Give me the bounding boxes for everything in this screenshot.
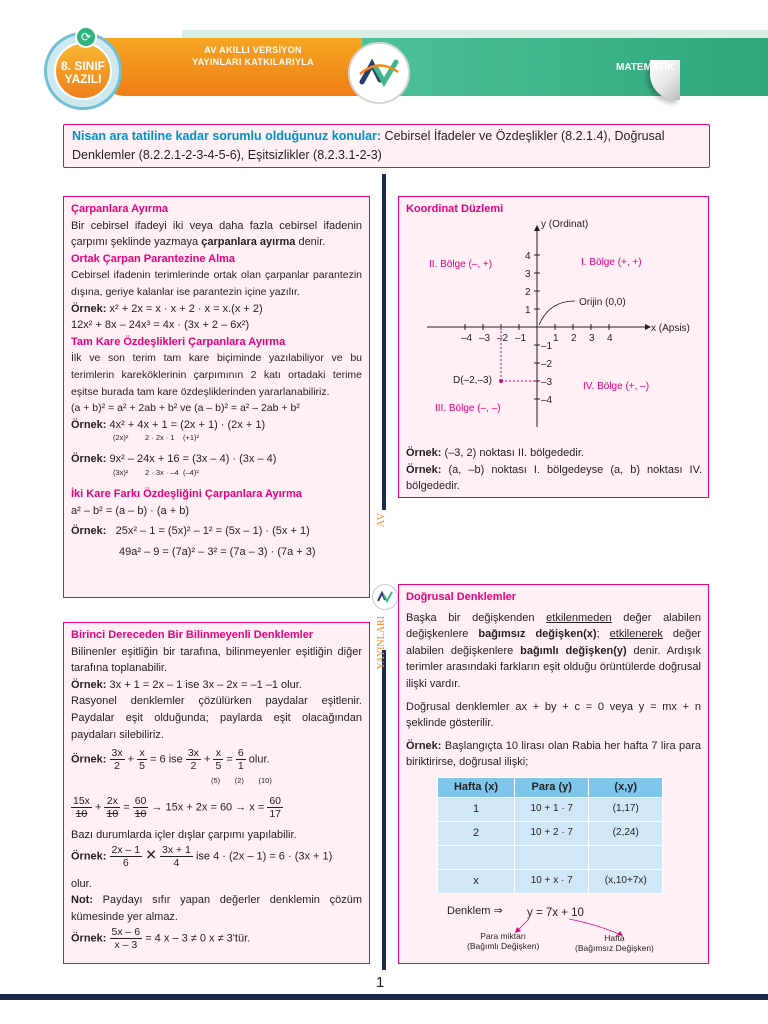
- table-cell: 10 + 2 · 7: [515, 822, 589, 846]
- example-label: Örnek:: [71, 678, 107, 691]
- cross-multiply-example: Örnek: $\frac{2x - 1}{6}$ ✕ $\frac{3x + 1}{4}$ ise 4 · (2x – 1) = 6 · (3x + 1): [71, 843, 333, 869]
- av-logo-icon: [348, 42, 410, 104]
- y-tick-label: 2: [525, 287, 531, 298]
- y-tick-label: 1: [525, 305, 531, 316]
- y-tick-label: –2: [541, 359, 553, 370]
- fraction: $\frac{60}{17}$: [269, 795, 282, 821]
- zero-denominator-example: [71, 926, 362, 956]
- x-tick-label: –4: [461, 333, 473, 344]
- example-text: x² + 2x = x · x + 2 · x = x.(x + 2): [106, 302, 263, 315]
- x-tick-label: 4: [607, 333, 613, 344]
- cleared-denominators: $\frac{15x}{10}$ + $\frac{2x}{10}$ = $\frac{60}{10}$ → 15x + 2x = 60 → x = $\frac{60}{17}$: [73, 795, 282, 821]
- coordinate-example-2: [406, 462, 702, 495]
- dependent-variable-term: bağımlı değişken(y): [520, 644, 627, 657]
- example-text: ise 4 · (2x – 1) = 6 · (3x + 1): [195, 850, 333, 863]
- linear-equations-section: [63, 622, 370, 964]
- table-cell: (x,10+7x): [589, 870, 663, 894]
- factoring-section: [63, 196, 370, 598]
- common-factor-text: Cebirsel ifadenin terimlerinde ortak olan çarpanlar parantezin dışına, geriye kalanlar ise parantezin içine yazılır.: [71, 269, 362, 298]
- fraction: $\frac{5x - 6}{x - 3}$: [111, 925, 141, 951]
- note-term-1: (2x)²: [113, 433, 129, 443]
- fraction: $\frac{x}{5}$: [139, 747, 146, 773]
- factoring-intro-text: Bir cebirsel ifadeyi iki veya daha fazla cebirsel ifadenin çarpımı şeklinde yazmaya: [71, 219, 362, 249]
- linear-eq-title: Birinci Dereceden Bir Bilinmeyenli Denklemler: [71, 629, 314, 641]
- quadrant-3-label: III. Bölge (–, –): [435, 403, 501, 414]
- topics-lead: Nisan ara tatiline kadar sorumlu olduğunuz konular:: [72, 129, 382, 143]
- equation: y = 7x + 10: [527, 907, 584, 919]
- example-label: Örnek:: [406, 463, 442, 476]
- point-d-label: D(–2,–3): [453, 375, 492, 386]
- note-term-1: (3x)²: [113, 467, 129, 477]
- x-tick-label: –3: [479, 333, 491, 344]
- grade-sublabel: YAZILI: [64, 72, 102, 86]
- linear-eq-text-2: Rasyonel denklemler çözülürken paydalar eşitlenir. Paydalar eşit olduğunda; paylarda eşit olacağından paydaları silebiliriz.: [71, 695, 362, 741]
- y-tick-label: –3: [541, 377, 553, 388]
- difference-of-squares-example-1: [71, 523, 362, 540]
- topics-list: Cebirsel İfadeler ve Özdeşlikler (8.2.1.4), Doğrusal Denklemler (8.2.2.1-2-3-4-5-6), Eşitsizlikler (8.2.3.1-2-3): [72, 129, 665, 162]
- example-label: Örnek:: [71, 753, 107, 766]
- perfect-square-text: İlk ve son terim tam kare biçiminde yazılabiliyor ve bu terimlerin kareköklerinin çarpımının 2 katı ortadaki terime eşitse burada tam kare özdeşliklerinden yararlanabiliriz.: [71, 352, 362, 398]
- clock-icon: ⟳: [75, 26, 97, 48]
- independent-variable-term: bağımsız değişken(x): [478, 628, 597, 641]
- common-factor-example-2: 12x² + 8x – 24x³ = 4x · (3x + 2 – 6x²): [71, 319, 250, 332]
- factoring-title: Çarpanlara Ayırma: [71, 203, 169, 215]
- olur-text: olur.: [71, 877, 92, 890]
- fraction: $\frac{3x + 1}{4}$: [162, 843, 191, 869]
- factoring-intro-bold: çarpanlara ayırma: [201, 236, 296, 249]
- common-factor-example-1: [71, 301, 362, 318]
- difference-of-squares-example-2: 49a² – 9 = (7a)² – 3² = (7a – 3) · (7a + 3): [119, 545, 316, 558]
- example-text: Başlangıçta 10 lirası olan Rabia her hafta 7 lira para biriktirirse, doğrusal ilişki;: [406, 739, 701, 769]
- x-tick-label: 3: [589, 333, 595, 344]
- example-text: 3x + 1 = 2x – 1 ise 3x – 2x = –1 –1 olur.: [106, 678, 302, 691]
- grade-label: 8. SINIF: [60, 59, 105, 73]
- table-cell: 10 + 1 · 7: [515, 798, 589, 822]
- table-header: Hafta (x): [438, 778, 515, 798]
- y-tick-label: –1: [541, 341, 553, 352]
- example-text: = 4 x – 3 ≠ 0 x ≠ 3'tür.: [145, 931, 251, 944]
- example-text: 4x² + 4x + 1 = (2x + 1) · (2x + 1): [106, 418, 266, 431]
- perfect-square-example-1-notes: [71, 433, 362, 445]
- fraction: $\frac{6}{1}$: [237, 747, 244, 773]
- footer-rule: [0, 994, 768, 1000]
- origin-label: Orijin (0,0): [579, 297, 626, 308]
- table-cell: 2: [438, 822, 515, 846]
- coordinate-title: Koordinat Düzlemi: [406, 203, 504, 215]
- text: Başka bir değişkenden: [406, 611, 547, 624]
- text: etkilenmeden: [546, 611, 612, 624]
- linear-relations-paragraph-2: Doğrusal denklemler ax + by + c = 0 veya y = mx + n şeklinde gösterilir.: [406, 700, 701, 730]
- spine-brand: AV: [376, 512, 387, 528]
- note-term-2: 2 · 3x · –4: [145, 467, 179, 477]
- perfect-square-example-1: [71, 417, 362, 434]
- text: denir. Ardışık terimler arasındaki farkların eşit olduğu örüntülerde doğrusal ilişki vardır.: [406, 644, 701, 690]
- table-header: (x,y): [589, 778, 663, 798]
- linear-eq-example-1: [71, 677, 362, 694]
- note-label: Not:: [71, 894, 93, 907]
- fraction: $\frac{3x}{2}$: [111, 747, 123, 773]
- text: ;: [596, 628, 610, 641]
- example-text: 9x² – 24x + 16 = (3x – 4) · (3x – 4): [106, 453, 277, 466]
- dependent-note: [467, 931, 539, 951]
- coordinate-example-1: [406, 445, 702, 462]
- rational-example: Örnek: $\frac{3x}{2}$ + $\frac{x}{5}$ = 6 ise $\frac{3x}{2}$ + $\frac{x}{5}$ = $\frac{6}{1}$ olur. (5) (2) (10): [71, 747, 362, 787]
- subject-title: MATEMATİK: [616, 62, 675, 73]
- x-tick-label: 1: [553, 333, 559, 344]
- table-cell: x: [438, 870, 515, 894]
- fraction: $\frac{x}{5}$: [215, 747, 222, 773]
- linear-eq-text-1: Bilinenler eşitliğin bir tarafına, bilinmeyenler eşitliğin diğer tarafına toplanabilir.: [71, 645, 362, 675]
- tagline-line-1: AV AKILLI VERSİYON: [204, 45, 302, 55]
- topics-banner: [63, 124, 710, 168]
- fraction: $\frac{2x - 1}{6}$: [111, 843, 141, 869]
- quadrant-4-label: IV. Bölge (+, –): [583, 381, 650, 392]
- equation-label: Denklem ⇒: [447, 905, 503, 917]
- grade-badge-inner: [54, 42, 112, 100]
- note-text: Paydayı sıfır yapan değerler denklemin çözüm kümesinde yer almaz.: [71, 894, 362, 923]
- example-label: Örnek:: [406, 739, 442, 752]
- dependent-note-line-2: (Bağımlı Değişken): [467, 941, 540, 951]
- difference-of-squares-formula: a² – b² = (a – b) · (a + b): [71, 504, 189, 517]
- quadrant-1-label: I. Bölge (+, +): [581, 257, 642, 268]
- perfect-square-title: Tam Kare Özdeşlikleri Çarpanlara Ayırma: [71, 335, 286, 348]
- coordinate-examples: [406, 445, 702, 495]
- table-cell: (2,24): [589, 822, 663, 846]
- dependent-note-line-1: Para miktarı: [480, 931, 527, 941]
- perfect-square-example-2-notes: [71, 468, 362, 480]
- linear-relations-title: Doğrusal Denklemler: [406, 591, 517, 603]
- spine-logo-icon: [372, 584, 398, 610]
- factoring-intro-end: denir.: [295, 236, 326, 249]
- note-term-2: 2 · 2x · 1: [145, 433, 175, 443]
- perfect-square-formula: (a + b)² = a² + 2ab + b² ve (a – b)² = a² – 2ab + b²: [71, 402, 300, 415]
- example-text: (a, –b) noktası I. bölgedeyse (a, b) noktası IV. bölgededir.: [406, 463, 702, 493]
- table-cell: (1,17): [589, 798, 663, 822]
- factoring-intro: [71, 218, 362, 251]
- y-tick-label: 4: [525, 251, 531, 262]
- origin-pointer: [539, 301, 575, 325]
- linear-eq-text-3: Bazı durumlarda içler dışlar çarpımı yapılabilir.: [71, 829, 297, 842]
- y-tick-label: –4: [541, 395, 553, 406]
- perfect-square-example-2: [71, 451, 362, 468]
- x-tick-label: –1: [515, 333, 527, 344]
- coordinate-plane: [399, 215, 710, 465]
- example-label: Örnek:: [71, 453, 107, 466]
- x-tick-label: 2: [571, 333, 577, 344]
- fraction: $\frac{2x}{10}$: [106, 795, 119, 821]
- note-term-3: (+1)²: [183, 433, 200, 443]
- header-tagline: [168, 44, 338, 68]
- linear-relations-section: [398, 584, 709, 964]
- common-factor-title: Ortak Çarpan Parantezine Alma: [71, 252, 236, 265]
- point-d-marker: [499, 379, 503, 383]
- note: [71, 892, 362, 925]
- table-header: Para (y): [515, 778, 589, 798]
- table-cell: 10 + x · 7: [515, 870, 589, 894]
- independent-note-line-2: (Bağımsız Değişken): [575, 943, 654, 953]
- text: değer alabilen değişkenlere: [406, 628, 701, 657]
- text: etkilenerek: [609, 628, 663, 641]
- fraction: $\frac{3x}{2}$: [187, 747, 199, 773]
- note-term-3: (–4)²: [183, 467, 199, 477]
- spine-text: YAYINLARI: [376, 616, 387, 670]
- fraction: $\frac{15x}{10}$: [73, 795, 90, 821]
- tagline-line-2: YAYINLARI KATKILARIYLA: [192, 57, 314, 67]
- y-axis-arrow: [534, 225, 540, 231]
- x-axis-label: x (Apsis): [651, 323, 690, 334]
- quadrant-2-label: II. Bölge (–, +): [429, 259, 493, 270]
- independent-note: [575, 933, 654, 953]
- independent-note-line-1: Hafta: [604, 933, 625, 943]
- example-text: 25x² – 1 = (5x)² – 1² = (5x – 1) · (5x + 1): [115, 525, 310, 538]
- coordinate-plane-section: [398, 196, 709, 498]
- x-tick-label: –2: [497, 333, 509, 344]
- table-cell: 1: [438, 798, 515, 822]
- difference-of-squares-title: İki Kare Farkı Özdeşliğini Çarpanlara Ayırma: [71, 487, 302, 500]
- equation-arrows: [399, 585, 710, 965]
- example-label: Örnek:: [71, 302, 107, 315]
- y-tick-label: 3: [525, 269, 531, 280]
- multiplier-notes: (5) (2) (10): [211, 776, 272, 786]
- example-label: Örnek:: [71, 850, 107, 863]
- example-label: Örnek:: [71, 931, 107, 944]
- y-axis-label: y (Ordinat): [541, 219, 589, 230]
- example-label: Örnek:: [71, 418, 107, 431]
- page-number: 1: [376, 974, 385, 991]
- example-label: Örnek:: [406, 447, 442, 459]
- text: değer alabilen değişkenlere: [406, 611, 701, 641]
- example-text: (–3, 2) noktası II. bölgededir.: [441, 447, 584, 459]
- example-label: Örnek:: [71, 525, 107, 538]
- fraction: $\frac{60}{10}$: [134, 795, 147, 821]
